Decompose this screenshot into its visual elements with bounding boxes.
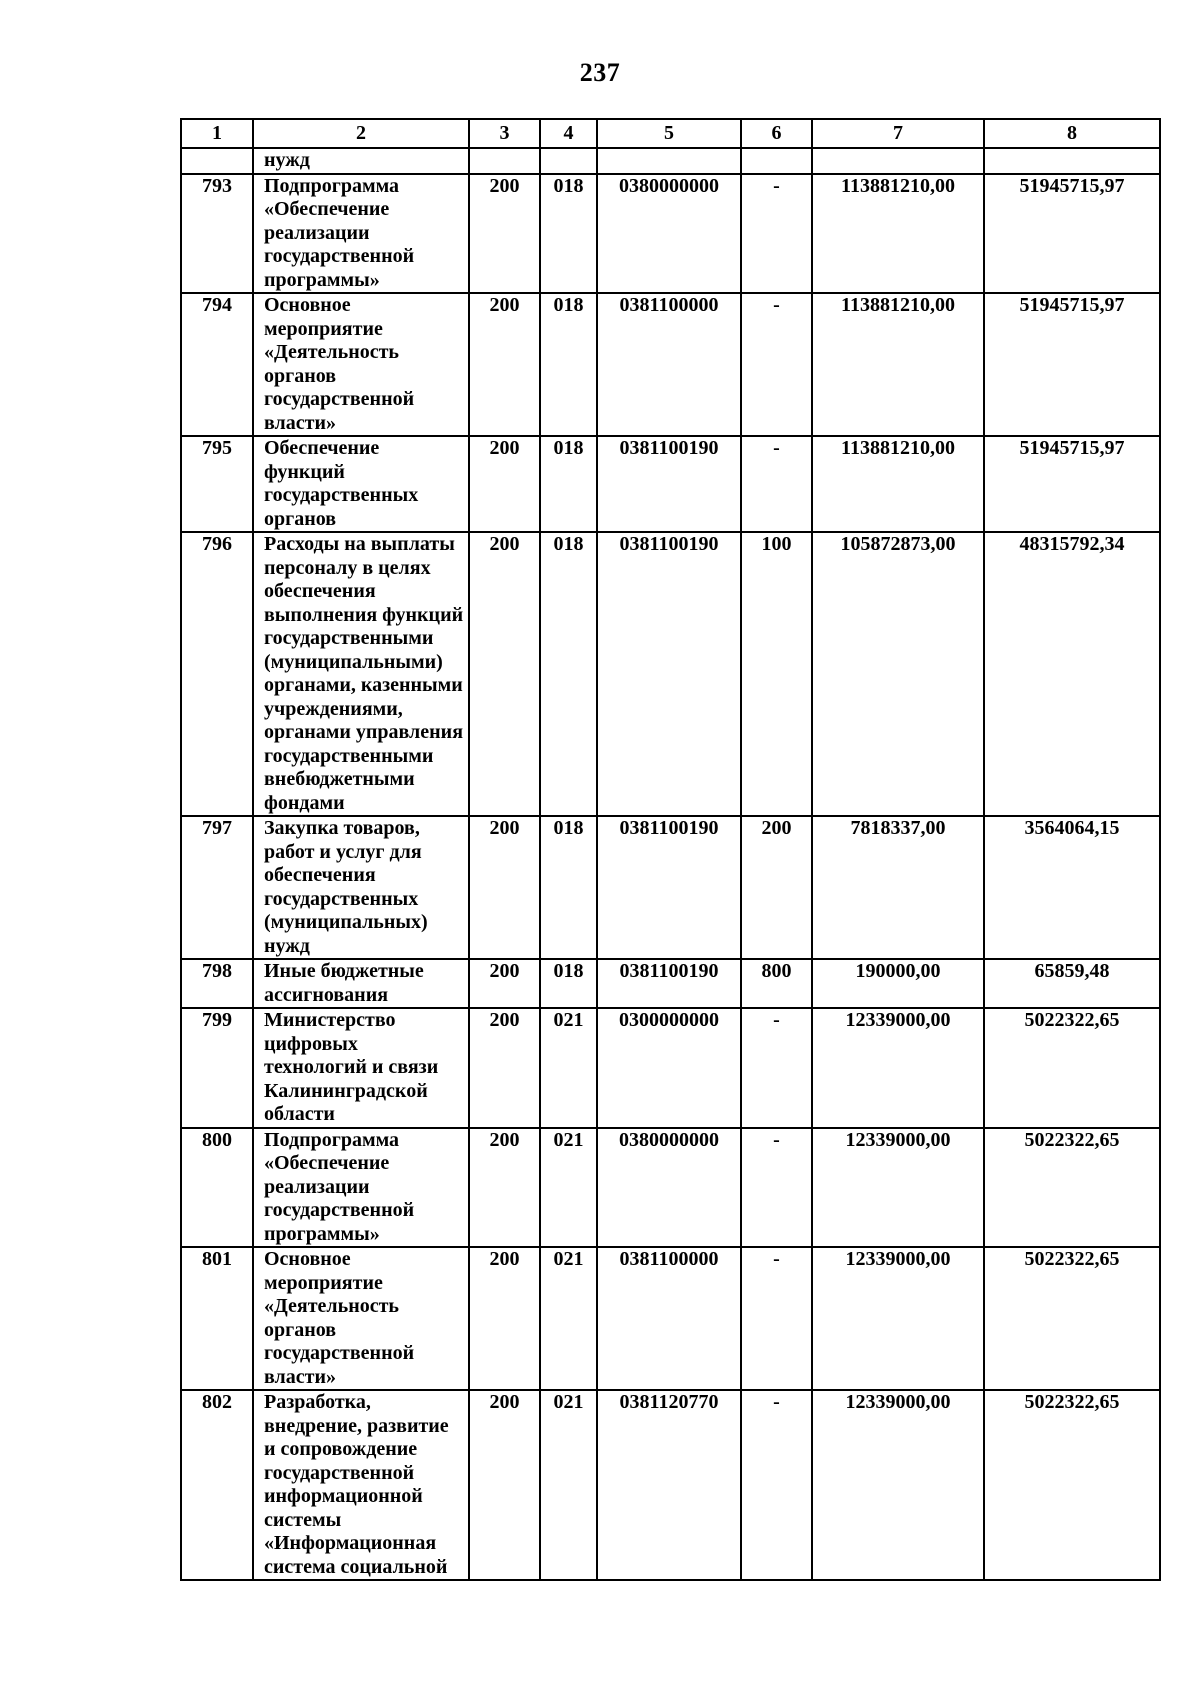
row-col6-cell: -: [741, 293, 812, 436]
row-col7-cell: 7818337,00: [812, 816, 984, 959]
header-cell-3: 3: [469, 119, 540, 148]
row-col5-cell: 0381100000: [597, 293, 741, 436]
row-col6-cell: 800: [741, 959, 812, 1008]
row-col3-cell: 200: [469, 532, 540, 816]
row-col6-cell: 200: [741, 816, 812, 959]
row-col4-cell: 021: [540, 1008, 597, 1128]
row-name-cell: Иные бюджетные ассигнования: [253, 959, 469, 1008]
table-row: [181, 174, 1160, 294]
row-col5-cell: 0380000000: [597, 174, 741, 294]
row-col6-cell: -: [741, 174, 812, 294]
row-col5-cell: 0381100190: [597, 959, 741, 1008]
row-col4-cell: 018: [540, 174, 597, 294]
row-col5-cell: 0300000000: [597, 1008, 741, 1128]
row-col7-cell: [812, 148, 984, 174]
row-col8-cell: 5022322,65: [984, 1390, 1160, 1580]
row-col6-cell: -: [741, 1128, 812, 1248]
row-col7-cell: 105872873,00: [812, 532, 984, 816]
row-name-cell: нужд: [253, 148, 469, 174]
row-number-cell: 801: [181, 1247, 253, 1390]
row-col6-cell: -: [741, 1008, 812, 1128]
row-col6-cell: 100: [741, 532, 812, 816]
row-col3-cell: 200: [469, 1247, 540, 1390]
row-number-cell: 793: [181, 174, 253, 294]
row-col3-cell: 200: [469, 174, 540, 294]
table-row: [181, 1008, 1160, 1128]
table-row: [181, 293, 1160, 436]
row-col6-cell: -: [741, 436, 812, 532]
row-name-cell: Подпрограмма «Обеспечение реализации государственной программы»: [253, 1128, 469, 1248]
row-col5-cell: 0380000000: [597, 1128, 741, 1248]
table-row: [181, 1128, 1160, 1248]
table-row: [181, 436, 1160, 532]
row-col4-cell: [540, 148, 597, 174]
row-name-cell: Основное мероприятие «Деятельность органов государственной власти»: [253, 1247, 469, 1390]
table-row: [181, 148, 1160, 174]
table-row: [181, 959, 1160, 1008]
row-col3-cell: 200: [469, 1390, 540, 1580]
row-col4-cell: 018: [540, 293, 597, 436]
row-name-cell: Подпрограмма «Обеспечение реализации государственной программы»: [253, 174, 469, 294]
header-cell-5: 5: [597, 119, 741, 148]
row-col4-cell: 018: [540, 436, 597, 532]
budget-table: [180, 118, 1161, 1581]
header-cell-8: 8: [984, 119, 1160, 148]
row-col5-cell: 0381100000: [597, 1247, 741, 1390]
row-col4-cell: 018: [540, 532, 597, 816]
header-cell-1: 1: [181, 119, 253, 148]
row-name-cell: Расходы на выплаты персоналу в целях обеспечения выполнения функций государственными (муниципальными) органами, казенными учреждениями, органами управления государственными внебюджетными фондами: [253, 532, 469, 816]
row-number-cell: 799: [181, 1008, 253, 1128]
row-col3-cell: 200: [469, 1008, 540, 1128]
table-row: [181, 1390, 1160, 1580]
row-col4-cell: 021: [540, 1247, 597, 1390]
row-col6-cell: [741, 148, 812, 174]
row-col8-cell: 5022322,65: [984, 1128, 1160, 1248]
row-number-cell: 800: [181, 1128, 253, 1248]
row-number-cell: 794: [181, 293, 253, 436]
table-header-row: [181, 119, 1160, 148]
row-name-cell: Основное мероприятие «Деятельность органов государственной власти»: [253, 293, 469, 436]
row-col5-cell: 0381100190: [597, 532, 741, 816]
row-col7-cell: 12339000,00: [812, 1247, 984, 1390]
row-col5-cell: 0381100190: [597, 816, 741, 959]
table-row: [181, 816, 1160, 959]
row-col4-cell: 021: [540, 1390, 597, 1580]
header-cell-4: 4: [540, 119, 597, 148]
row-col7-cell: 12339000,00: [812, 1390, 984, 1580]
row-col8-cell: [984, 148, 1160, 174]
row-col4-cell: 018: [540, 816, 597, 959]
header-cell-2: 2: [253, 119, 469, 148]
row-col8-cell: 48315792,34: [984, 532, 1160, 816]
row-col3-cell: 200: [469, 816, 540, 959]
header-cell-7: 7: [812, 119, 984, 148]
row-number-cell: 795: [181, 436, 253, 532]
row-name-cell: Обеспечение функций государственных органов: [253, 436, 469, 532]
row-number-cell: 797: [181, 816, 253, 959]
row-col8-cell: 65859,48: [984, 959, 1160, 1008]
row-name-cell: Разработка, внедрение, развитие и сопровождение государственной информационной системы «Информационная система социальной: [253, 1390, 469, 1580]
row-number-cell: 798: [181, 959, 253, 1008]
row-col7-cell: 12339000,00: [812, 1128, 984, 1248]
row-name-cell: Министерство цифровых технологий и связи Калининградской области: [253, 1008, 469, 1128]
row-col3-cell: 200: [469, 1128, 540, 1248]
row-col7-cell: 113881210,00: [812, 174, 984, 294]
row-col8-cell: 51945715,97: [984, 293, 1160, 436]
row-number-cell: 802: [181, 1390, 253, 1580]
row-col5-cell: [597, 148, 741, 174]
table-row: [181, 532, 1160, 816]
row-col8-cell: 51945715,97: [984, 174, 1160, 294]
row-col7-cell: 113881210,00: [812, 293, 984, 436]
row-col3-cell: 200: [469, 293, 540, 436]
row-col5-cell: 0381120770: [597, 1390, 741, 1580]
page-number: 237: [579, 58, 621, 87]
row-name-cell: Закупка товаров, работ и услуг для обеспечения государственных (муниципальных) нужд: [253, 816, 469, 959]
row-col8-cell: 5022322,65: [984, 1008, 1160, 1128]
row-col6-cell: -: [741, 1247, 812, 1390]
row-col8-cell: 5022322,65: [984, 1247, 1160, 1390]
header-cell-6: 6: [741, 119, 812, 148]
row-col4-cell: 021: [540, 1128, 597, 1248]
row-col8-cell: 3564064,15: [984, 816, 1160, 959]
table-body: [181, 119, 1160, 1580]
table-row: [181, 1247, 1160, 1390]
row-number-cell: 796: [181, 532, 253, 816]
row-col3-cell: 200: [469, 436, 540, 532]
row-col7-cell: 113881210,00: [812, 436, 984, 532]
row-col7-cell: 12339000,00: [812, 1008, 984, 1128]
row-number-cell: [181, 148, 253, 174]
row-col3-cell: 200: [469, 959, 540, 1008]
row-col6-cell: -: [741, 1390, 812, 1580]
row-col4-cell: 018: [540, 959, 597, 1008]
row-col5-cell: 0381100190: [597, 436, 741, 532]
row-col3-cell: [469, 148, 540, 174]
row-col8-cell: 51945715,97: [984, 436, 1160, 532]
row-col7-cell: 190000,00: [812, 959, 984, 1008]
